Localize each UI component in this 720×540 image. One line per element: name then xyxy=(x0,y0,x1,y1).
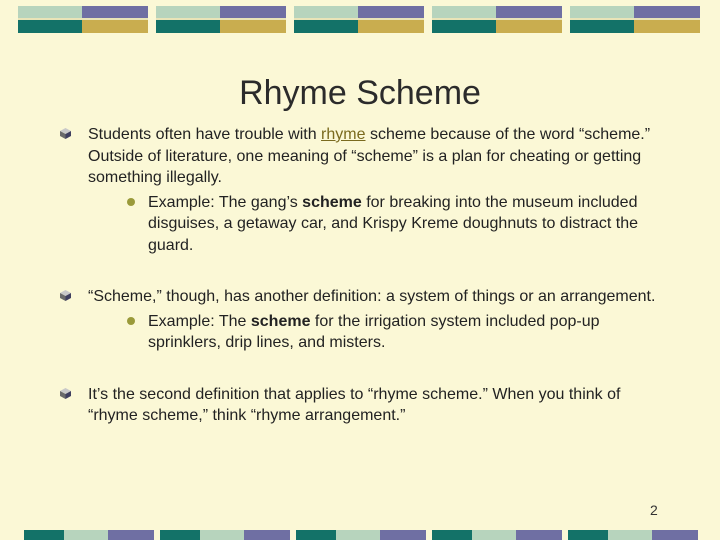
bold-term: scheme xyxy=(250,312,311,330)
band-tile xyxy=(432,530,562,540)
band-tile xyxy=(160,530,290,540)
dot-bullet-icon xyxy=(127,198,135,206)
band-tile xyxy=(568,530,698,540)
bottom-decorative-band xyxy=(0,530,720,540)
sub-bullet-text: for the irrigation system included pop-up sprinklers, drip lines, and misters. xyxy=(148,312,600,351)
sub-bullet-text: Example: The xyxy=(148,312,251,330)
page-number: 2 xyxy=(650,502,658,518)
bold-term: scheme xyxy=(302,193,362,211)
cube-bullet-icon xyxy=(60,388,71,399)
sub-bullet-item xyxy=(88,192,670,257)
band-tile xyxy=(294,6,424,33)
slide-title: Rhyme Scheme xyxy=(239,74,481,112)
band-tile xyxy=(432,6,562,33)
band-tile xyxy=(570,6,700,33)
sub-bullet-text: for breaking into the museum included disguises, a getaway car, and Krispy Kreme doughnuts to distract the guard. xyxy=(148,193,639,254)
dot-bullet-icon xyxy=(127,317,135,325)
bullet-item xyxy=(60,124,670,256)
bullet-text: “Scheme,” though, has another definition: a system of things or an arrangement. xyxy=(88,288,656,305)
bullet-text: Students often have trouble with xyxy=(88,126,322,143)
sub-bullet-text: Example: The gang’s xyxy=(148,193,303,211)
band-tile xyxy=(18,6,148,33)
band-tile xyxy=(296,530,426,540)
bullet-text: scheme because of the word “scheme.” Outside of literature, one meaning of “scheme” is a plan for cheating or getting something illegally. xyxy=(88,126,651,186)
band-tile xyxy=(24,530,154,540)
slide-content xyxy=(60,124,670,427)
bullet-item xyxy=(60,286,670,354)
band-tile xyxy=(156,6,286,33)
bullet-item xyxy=(60,384,670,427)
top-decorative-band xyxy=(0,6,720,33)
cube-bullet-icon xyxy=(60,290,71,301)
rhyme-link[interactable]: rhyme xyxy=(321,126,366,143)
bullet-text: It’s the second definition that applies to “rhyme scheme.” When you think of “rhyme scheme,” think “rhyme arrangement.” xyxy=(88,385,621,424)
cube-bullet-icon xyxy=(60,128,71,139)
sub-bullet-item xyxy=(88,311,670,354)
